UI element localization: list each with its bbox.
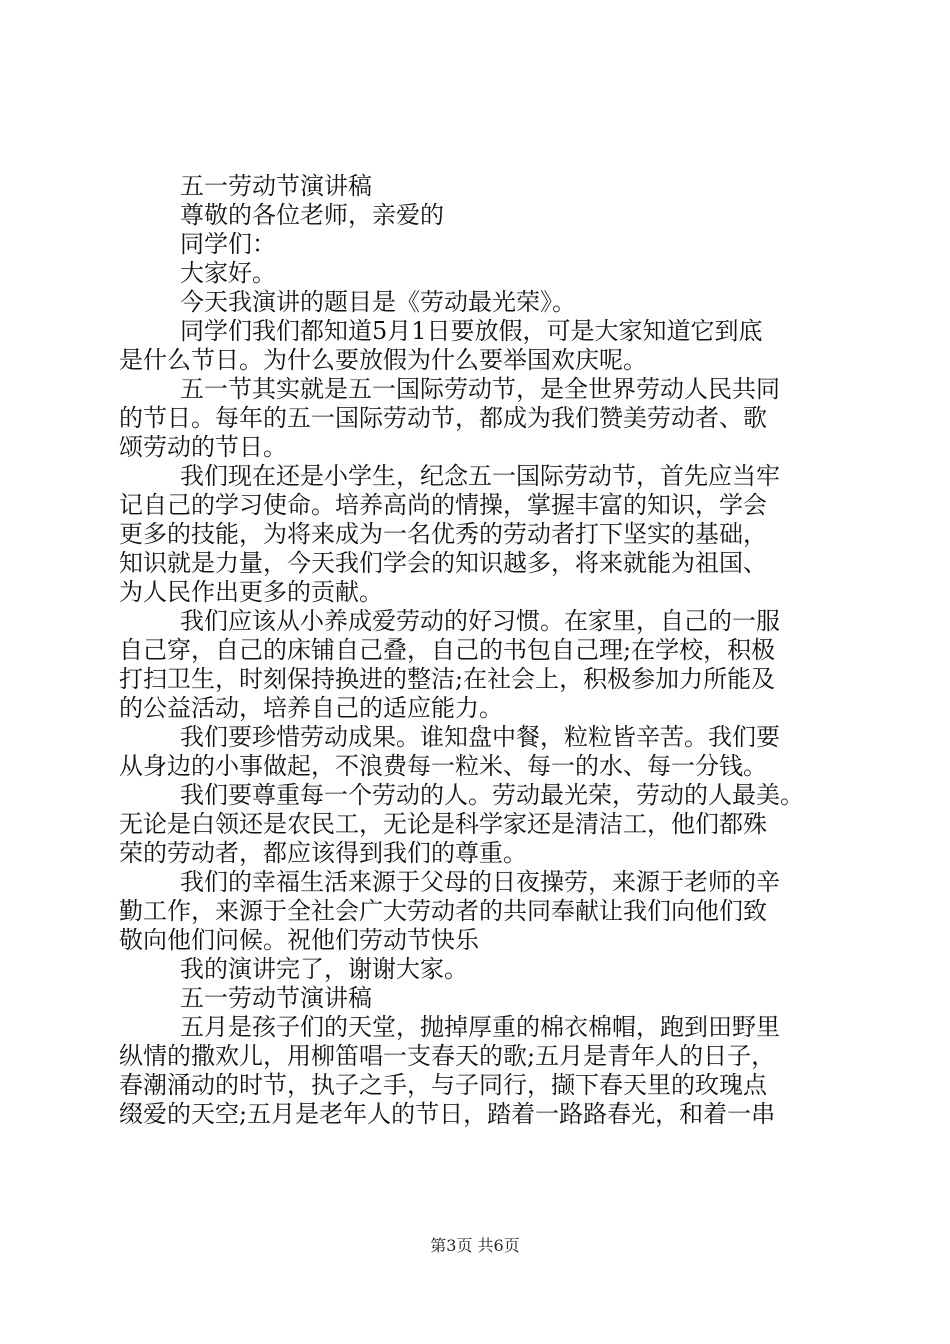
text-line: 为人民作出更多的贡献。 — [119, 578, 383, 606]
text-line: 今天我演讲的题目是《劳动最光荣》。 — [180, 288, 576, 316]
text-line: 打扫卫生，时刻保持换进的整洁;在社会上，积极参加力所能及 — [119, 665, 776, 693]
text-line: 从身边的小事做起，不浪费每一粒米、每一的水、每一分钱。 — [119, 752, 767, 780]
page-footer: 第3页 共6页 — [430, 1236, 520, 1255]
text-line: 同学们我们都知道5月1日要放假，可是大家知道它到底 — [180, 317, 763, 345]
text-line: 缀爱的天空;五月是老年人的节日，踏着一路路春光，和着一串 — [119, 1100, 776, 1128]
text-line: 无论是白领还是农民工，无论是科学家还是清洁工，他们都殊 — [119, 810, 767, 838]
text-line: 同学们： — [180, 230, 276, 258]
text-line: 纵情的撒欢儿，用柳笛唱一支春天的歌;五月是青年人的日子， — [119, 1042, 776, 1070]
text-line: 五一劳动节演讲稿 — [180, 984, 372, 1012]
text-line: 我的演讲完了，谢谢大家。 — [180, 955, 468, 983]
text-line: 颂劳动的节日。 — [119, 433, 287, 461]
text-line: 记自己的学习使命。培养高尚的情操，掌握丰富的知识，学会 — [119, 491, 767, 519]
text-line: 五一节其实就是五一国际劳动节，是全世界劳动人民共同 — [180, 375, 780, 403]
text-line: 勤工作，来源于全社会广大劳动者的共同奉献让我们向他们致 — [119, 897, 767, 925]
text-line: 我们要尊重每一个劳动的人。劳动最光荣，劳动的人最美。 — [180, 781, 804, 809]
text-line: 自己穿，自己的床铺自己叠，自己的书包自己理;在学校，积极 — [119, 636, 776, 664]
text-line: 荣的劳动者，都应该得到我们的尊重。 — [119, 839, 527, 867]
text-line: 知识就是力量，今天我们学会的知识越多，将来就能为祖国、 — [119, 549, 767, 577]
text-line: 我们的幸福生活来源于父母的日夜操劳，来源于老师的辛 — [180, 868, 780, 896]
text-line: 的节日。每年的五一国际劳动节，都成为我们赞美劳动者、歌 — [119, 404, 767, 432]
text-line: 更多的技能，为将来成为一名优秀的劳动者打下坚实的基础， — [119, 520, 767, 548]
text-line: 五月是孩子们的天堂，抛掉厚重的棉衣棉帽，跑到田野里 — [180, 1013, 780, 1041]
text-line: 春潮涌动的时节，执子之手，与子同行，撷下春天里的玫瑰点 — [119, 1071, 767, 1099]
text-line: 尊敬的各位老师，亲爱的 — [180, 201, 444, 229]
text-line: 我们要珍惜劳动成果。谁知盘中餐，粒粒皆辛苦。我们要 — [180, 723, 780, 751]
document-body — [119, 172, 839, 1129]
text-line: 敬向他们问候。祝他们劳动节快乐 — [119, 926, 479, 954]
text-line: 大家好。 — [180, 259, 276, 287]
text-line: 的公益活动，培养自己的适应能力。 — [119, 694, 503, 722]
text-line: 我们现在还是小学生，纪念五一国际劳动节，首先应当牢 — [180, 462, 780, 490]
text-line: 我们应该从小养成爱劳动的好习惯。在家里，自己的一服 — [180, 607, 780, 635]
text-line: 五一劳动节演讲稿 — [180, 172, 372, 200]
text-line: 是什么节日。为什么要放假为什么要举国欢庆呢。 — [119, 346, 647, 374]
